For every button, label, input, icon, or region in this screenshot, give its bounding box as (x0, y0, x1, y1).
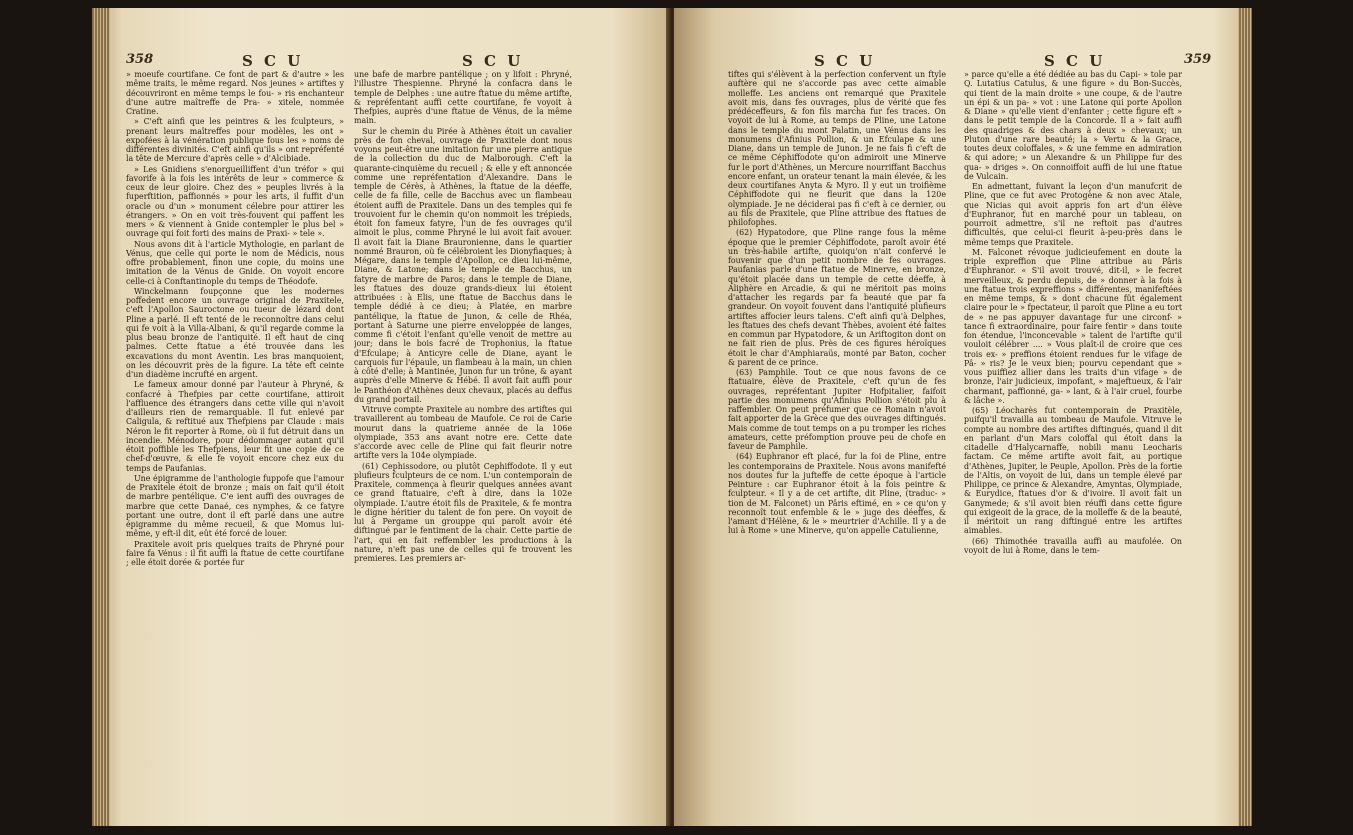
paragraph: (65) Léocharès fut contemporain de Praxitèle, puifqu'il travailla au tombeau de Maufole. Vitruve le compte au nombre des artiftes diftingués, quand il dit en parlant d'un Mars coloffal qui étoit dans la citadelle d'Halycarnaffe, nobili manu Leocharis factam. Ce même artifte avoit fait, au portique d'Athènes, Jupiter, le Peuple, Apollon. Près de la fortie de l'Altis, on voyoit de lui, dans un temple élevé par Philippe, ce prince & Alexandre, Amyntas, Olympiade, & Eurydice, ftatues d'or & d'ivoire. Il avoit fait un Ganymede; & s'il avoit bien réuffi dans cette figure qui exigeoit de la grace, de la molleffe & de la beauté, il méritoit un rang diftingué entre les artiftes aimables. (964, 406, 1182, 536)
page-number-left: 358 (126, 52, 154, 67)
paragraph: Winckelmann foupçonne que les modernes poffedent encore un ouvrage original de Praxitele, c'eft l'Apollon Sauroctone ou tueur de lézard dont Pline a parlé. Il eft tenté de le reconnoître dans celui qui fe voit à la Villa-Albani, & qu'il regarde comme la plus beau bronze de l'antiquité. Il eft haut de cinq palmes. Cette ftatue a été trouvée dans les excavations du mont Aventin. Les bras manquoient, on les découvrit près de la figure. La tête eft ceinte d'un diadème incrufté en argent. (126, 286, 344, 379)
paragraph: Une épigramme de l'anthologie fuppofe que l'amour de Praxitele étoit de bronze ; mais on fait qu'il étoit de marbre pentélique. C'e ient auffi des ouvrages de marbre que cette Danaé, ces nymphes, & ce fatyre portant une outre, dont il eft parlé dans une autre épigramme du même recueil, & que Momus lui-même, y eft-il dit, eût été forcé de louer. (126, 473, 344, 539)
paragraph: une bafe de marbre pantélique ; on y lifoit : Phryné, l'illustre Thespienne. Phryné la confacra dans le temple de Delphes : une autre ftatue du même artifte, & repréfentant auffi cette courtifane, fe voyoit à Thefpies, auprès d'une ftatue de Vénus, de la même main. (354, 70, 572, 126)
paragraph: (64) Euphranor eft placé, fur la foi de Pline, entre les contemporains de Praxitele. Nous avons manifefté nos doutes fur la jufteffe de cette époque à l'article Peinture : car Euphranor étoit à la fois peintre & fculpteur. « Il y a de cet artifte, dit Pline, (traduc- » tion de M. Falconet) un Pâris eftimé, en » ce qu'on y reconnoît tout enfemble & le » juge des déeffes, & l'amant d'Hélène, & le » meurtrier d'Achille. Il y a de lui à Rome » une Minerve, qu'on appelle Catulienne, (728, 452, 946, 536)
running-title-left-col2: S C U (462, 52, 524, 70)
paragraph: » parce qu'elle a été dédiée au bas du Capi- » tole par Q. Lutatius Catulus, & une figure » du Bon-Succès, qui tient de la main droite » une coupe, & de l'autre un épi & un pa- » vot : une Latone qui porte Apollon & Diane » qu'elle vient d'enfanter ; cette figure eft » dans le petit temple de la Concorde. Il a » fait auffi des quadriges & des chars à deux » chevaux; un Pluton d'une rare beauté; la » Vertu & la Grace, toutes deux coloffales, » & une femme en admiration & qui adore; » un Alexandre & un Philippe fur des qua- » driges ». On connoiffoit auffi de lui une ftatue de Vulcain. (964, 70, 1182, 181)
left-page-column-1 (126, 70, 344, 810)
paragraph: tiftes qui s'élèvent à la perfection confervent un ftyle auftère qui ne s'accorde pas avec cette aimable molleffe. Les anciens ont remarqué que Praxitele avoit mis, dans fes ouvrages, plus de vérité que fes prédéceffeurs, & fon fils marcha fur fes traces. On voyoit de lui à Rome, au temps de Pline, une Latone dans le temple du mont Palatin, une Vénus dans les monumens d'Afinius Pollion, & un Efculape & une Diane, dans un temple de Junon. Je ne fais fi c'eft de ce même Céphiffodote qu'on admiroit une Minerve fur le port d'Athènes, un Mercure nourriffant Bacchus encore enfant, un orateur tenant la main élevée, & les deux courtifanes Anyta & Myro. Il y eut un troifième Céphiffodote qui ne fleurit que dans la 120e olympiade. Je ne déciderai pas fi c'eft à ce dernier, ou au fils de Praxitele, que Pline attribue des ftatues de philofophes. (728, 70, 946, 227)
right-page (674, 8, 1252, 826)
page-edges-right (1238, 8, 1252, 826)
paragraph: Praxitele avoit pris quelques traits de Phryné pour faire fa Vénus : il fit auffi la ftatue de cette courtifane ; elle étoit dorée & portée fur (126, 539, 344, 567)
open-book (92, 8, 1252, 826)
paragraph: Vitruve compte Praxitele au nombre des artiftes qui travaillerent au tombeau de Maufole. Ce roi de Carie mourut dans la quatrieme année de la 106e olympiade, 353 ans avant notre ere. Cette date s'accorde avec celle de Pline qui fait fleurir notre artifte vers la 104e olympiade. (354, 405, 572, 461)
left-page-column-2 (354, 70, 572, 810)
paragraph: (61) Cephissodore, ou plutôt Cephiffodote. Il y eut plufieurs fculpteurs de ce nom. L'un contemporain de Praxitele, commença à fleurir quelques années avant ce grand ftatuaire, c'eft à dire, dans la 102e olympiade. L'autre étoit fils de Praxitele, & fe montra le digne héritier du talent de fon pere. On voyoit de lui à Pergame un grouppe qui paroît avoir été diftingué par le fentiment de la chair. Cette partie de l'art, qui en fait reffembler les productions à la nature, n'eft pas une de celles qui fe trouvent les premieres. Les premiers ar- (354, 461, 572, 563)
right-page-column-1 (728, 70, 946, 810)
running-title-right-col2: S C U (1044, 52, 1106, 70)
paragraph: Le fameux amour donné par l'auteur à Phryné, & confacré à Thefpies par cette courtifane, attiroit l'affluence des étrangers dans cette ville qui n'avoit d'ailleurs rien de remarquable. Il fut enlevé par Caligula, & reftitué aux Thefpiens par Claude : mais Néron le fit reporter à Rome, où il fut détruit dans un incendie. Ménodore, pour dédommager autant qu'il étoit poffible les Thefpiens, leur fit une copie de ce chef-d'œuvre, & elle fe voyoit encore chez eux du temps de Paufanias. (126, 380, 344, 473)
page-edges-left (92, 8, 110, 826)
running-title-right-col1: S C U (814, 52, 876, 70)
paragraph: (63) Pamphile. Tout ce que nous favons de ce ftatuaire, élève de Praxitele, c'eft qu'un de fes ouvrages, repréfentant Jupiter Hofpitalier, faifoit partie des monumens qu'Afinius Pollion s'étoit plu à raffembler. On peut préfumer que ce Romain n'avoit fait apporter de la Grèce que des ouvrages diftingués. Mais comme de tout temps on a pu tromper les riches amateurs, cette préfomption prouve peu de chofe en faveur de Pamphile. (728, 368, 946, 451)
paragraph: » C'eft ainfi que les peintres & les fculpteurs, » prenant leurs maîtreffes pour modèles, les ont » expofées à la vénération publique fous les » noms de différentes divinités. C'eft ainfi qu'ils » ont repréfenté la tête de Mercure d'après celle » d'Alcibiade. (126, 117, 344, 164)
paragraph: » moeufe courtifane. Ce font de part & d'autre » les même traits, le même regard. Nos jeunes » artiftes y découvriront en même temps le fou- » ris enchanteur d'une autre maîtreffe de Pra- » xitele, nommée Cratine. (126, 70, 344, 116)
left-page (92, 8, 670, 826)
paragraph: En admettant, fuivant la leçon d'un manufcrit de Pline, que ce fut avec Protogène & non avec Atale, que Nicias qui avoit appris fon art d'un élève d'Euphranor, fut en marché pour un tableau, on pourroit admettre, s'il ne reftoit pas d'autres difficultés, que celui-ci fleurit à-peu-près dans le même temps que Praxitele. (964, 182, 1182, 247)
paragraph: » Les Gnidiens s'enorgueilliffent d'un tréfor » qui favorife à la fois les intérêts de leur » commerce & ceux de leur gloire. Chez des » peuples livrés à la fuperftition, paffionnés » pour les arts, il fuffit d'un oracle ou d'un » monument célebre pour attirer les étrangers. » On en voit très-fouvent qui paffent les mers » & viennent à Gnide contempler le plus bel » ouvrage qui foit forti des mains de Praxi- » tele ». (126, 164, 344, 239)
paragraph: Sur le chemin du Pirée à Athènes étoit un cavalier près de fon cheval, ouvrage de Praxitele dont nous voyons peut-être une imitation fur une pierre antique de la collection du duc de Malborough. C'eft la quarante-cinquième du recueil ; & elle y eft annoncée comme une repréfentation d'Alexandre. Dans le temple de Cérès, à Athènes, la ftatue de la déeffe, celle de fa fille, celle de Bacchus avec un flambeau étoient auffi de Praxitele. Dans un des temples qui fe trouvoient fur le chemin qu'on nommoit les trépieds, étoit fon fameux fatyre, l'un de fes ouvrages qu'il aimoit le plus, comme Phryné le lui avoit fait avouer. Il avoit fait la Diane Brauronienne, dans le quartier nommé Brauron, où fe célébroient les Dionyfiaques; à Mégare, dans le temple d'Apollon, ce dieu lui-même, Diane, & Latone; dans le temple de Bacchus, un fatyre de marbre de Paros; dans le temple de Diane, les ftatues des douze grands-dieux lui étoient attribuées : à Elis, une ftatue de Bacchus dans le temple dédié à ce dieu; à Platée, en marbre pantélique, la ftatue de Junon, & celle de Rhéa, portant à Saturne une pierre enveloppée de langes, comme fi c'étoit l'enfant qu'elle venoit de mettre au jour; dans le bois facré de Trophonius, la ftatue d'Efculape; à Anticyre celle de Diane, ayant le carquois fur l'épaule, un flambeau à la main, un chien à côté d'elle; à Mantinée, Junon fur un trône, & ayant auprès d'elle Minerve & Hébé. Il avoit fait auffi pour le Panthéon d'Athènes deux chevaux, placés au deffus du grand portail. (354, 126, 572, 404)
paragraph: (62) Hypatodore, que Pline range fous la même époque que le premier Céphiffodote, paroît avoir été un très-habile artifte, quoiqu'on n'ait confervé le fouvenir que d'un petit nombre de fes ouvrages. Paufanias parle d'une ftatue de Minerve, en bronze, qu'étoit placée dans un temple de cette déeffe, à Aliphère en Arcadie, & qui ne méritoit pas moins d'attacher les regards par fa beauté que par fa grandeur. On voyoit fouvent dans l'antiquité plufieurs artiftes affocier leurs talens. C'eft ainfi qu'à Delphes, les ftatues des chefs devant Thèbes, avoient été faites en commun par Hypatodore, & un Ariftogiton dont on ne fait rien de plus. Près de ces figures héroïques étoit le char d'Amphiaraüs, monté par Baton, cocher & parent de ce prince. (728, 228, 946, 367)
paragraph: M. Falconet révoque judicieufement en doute la triple expreffion que Pline attribue au Pâris d'Euphranor. « S'il avoit trouvé, dit-il, » le fecret merveilleux, & perdu depuis, de » donner à la fois à une ftatue trois expreffions » différentes, manifeftées en même temps, & » dont chacune fût également claire pour le » fpectateur, il paroît que Pline a eu tort de » ne pas appuyer davantage fur une circonf- » tance fi extraordinaire, pour faire fentir » dans toute fon étendue, l'inconcevable » talent de l'artifte qu'il vouloit célébrer .... » Vous plaît-il de croire que ces trois ex- » preffions étoient rendues fur le vifage de Pâ- » ris? Je le veux bien; pourvu cependant que » vous puiffiez allier dans les traits d'un vifage » de bronze, l'air judicieux, impofant, » majeftueux, & l'air charmant, paffionné, ga- » lant, & à l'air cruel, fourbe & lâche ». (964, 247, 1182, 405)
running-title-left-col1: S C U (242, 52, 304, 70)
page-number-right: 359 (1184, 52, 1212, 67)
paragraph: (66) Thimothée travailla auffi au maufolée. On voyoit de lui à Rome, dans le tem- (964, 536, 1182, 555)
right-page-column-2 (964, 70, 1182, 810)
paragraph: Nous avons dit à l'article Mythologie, en parlant de Vénus, que celle qui porte le nom de Médicis, nous offre probablement, finon une copie, du moins une imitation de la Vénus de Gnide. On voyoit encore celle-ci à Conftantinople du temps de Théodofe. (126, 239, 344, 286)
